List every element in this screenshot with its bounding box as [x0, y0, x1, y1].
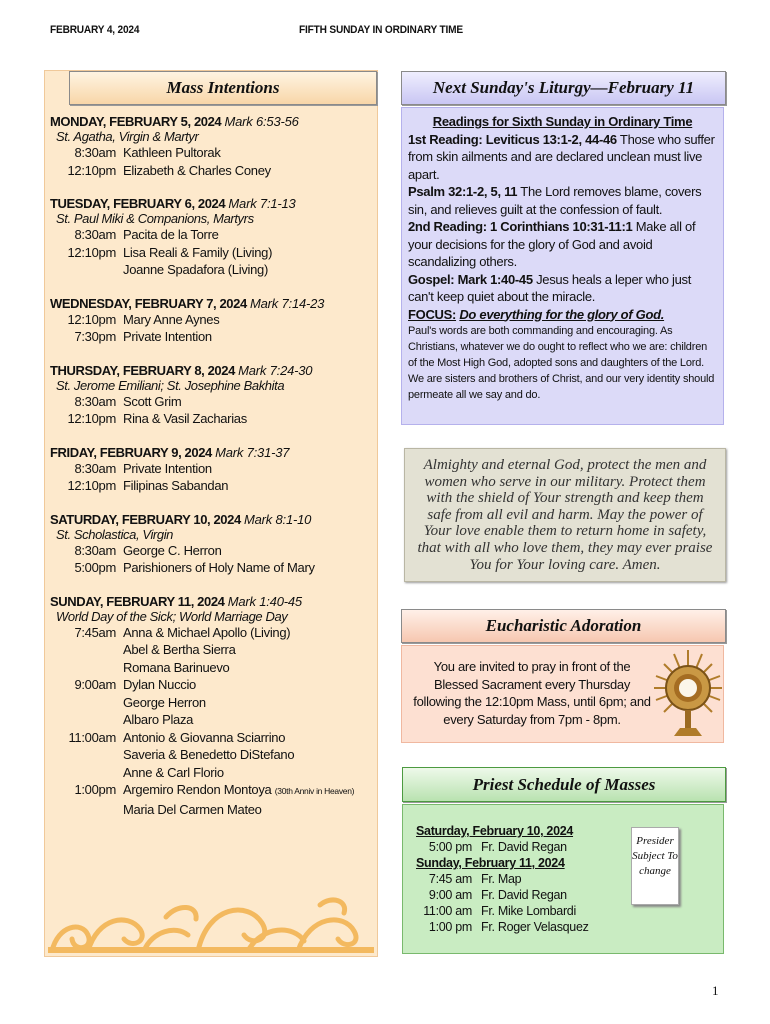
intention-entry [50, 226, 372, 244]
intention-entry [50, 624, 372, 642]
intention-entry [50, 746, 372, 764]
second-reading-label: 2nd Reading: 1 Corinthians 10:31-11:1 [408, 219, 633, 234]
day-feast: St. Agatha, Virgin & Martyr [56, 129, 199, 144]
intention-name: George Herron [123, 694, 206, 710]
intention-day-heading [50, 445, 372, 460]
intention-time: 7:30pm [74, 329, 116, 344]
day-date: WEDNESDAY, FEBRUARY 7, 2024 [50, 295, 247, 311]
intention-name: Mary Anne Aynes [123, 311, 220, 327]
intention-day-heading [50, 594, 372, 609]
schedule-entry [416, 839, 589, 855]
schedule-priest: Fr. David Regan [481, 840, 567, 854]
intention-entry [50, 261, 372, 279]
intention-entry [50, 144, 372, 162]
intention-entry [50, 328, 372, 346]
intention-name: Anna & Michael Apollo (Living) [123, 624, 291, 640]
intention-day [50, 594, 372, 819]
intention-time: 8:30am [74, 460, 116, 476]
intention-time: 12:10pm [67, 311, 116, 327]
intention-time: 9:00am [74, 677, 116, 692]
intention-time [50, 641, 116, 659]
schedule-priest: Fr. Mike Lombardi [481, 904, 576, 918]
intention-day-heading [50, 512, 372, 527]
intention-name: Private Intention [123, 329, 212, 344]
intention-name: Parishioners of Holy Name of Mary [123, 560, 315, 575]
intention-day [50, 363, 372, 428]
military-prayer-box [404, 448, 726, 582]
day-reading-ref: Mark 8:1-10 [244, 511, 312, 527]
schedule-date: Sunday, February 11, 2024 [416, 856, 565, 870]
intention-entry [50, 711, 372, 729]
gospel-label: Gospel: Mark 1:40-45 [408, 271, 533, 287]
intention-time [50, 801, 116, 819]
day-date: SUNDAY, FEBRUARY 11, 2024 [50, 593, 225, 609]
day-reading-ref: Mark 6:53-56 [224, 114, 299, 129]
day-feast: St. Jerome Emiliani; St. Josephine Bakhita [56, 377, 285, 393]
intention-name: Scott Grim [123, 393, 182, 409]
schedule-entry [416, 871, 589, 887]
intention-name: Saveria & Benedetto DiStefano [123, 747, 295, 762]
day-date: SATURDAY, FEBRUARY 10, 2024 [50, 511, 241, 527]
intention-time: 12:10pm [67, 244, 116, 260]
intention-day-heading [50, 296, 372, 311]
intention-name: Filipinas Sabandan [123, 478, 229, 493]
intention-entry [50, 162, 372, 180]
intention-day-heading [50, 196, 372, 211]
intention-name: Abel & Bertha Sierra [123, 642, 236, 657]
intention-time: 8:30am [74, 145, 116, 160]
intention-entry [50, 729, 372, 747]
intention-name: Argemiro Rendon Montoya [123, 782, 272, 797]
intention-day [50, 196, 372, 279]
intention-entry [50, 764, 372, 782]
schedule-time: 9:00 am [428, 888, 472, 902]
schedule-time: 5:00 pm [428, 840, 472, 854]
intention-entry [50, 477, 372, 495]
schedule-priest: Fr. Map [481, 872, 522, 886]
intention-name: Lisa Reali & Family (Living) [123, 244, 273, 260]
day-reading-ref: Mark 7:1-13 [228, 196, 296, 211]
mass-intentions-title: Mass Intentions [69, 71, 377, 105]
intention-name: Romana Barinuevo [123, 659, 230, 675]
intention-entry [50, 801, 372, 819]
intention-name: Joanne Spadafora (Living) [123, 262, 268, 277]
intention-entry [50, 694, 372, 712]
focus-text: Do everything for the glory of God. [459, 306, 665, 322]
intention-time: 11:00am [68, 729, 116, 745]
intention-day [50, 114, 372, 179]
intention-time [50, 261, 116, 279]
intention-time [50, 746, 116, 764]
schedule-priest: Fr. David Regan [481, 888, 567, 902]
intention-day [50, 445, 372, 495]
intention-entry [50, 311, 372, 329]
intention-time: 8:30am [74, 227, 116, 242]
focus-label: FOCUS: [408, 306, 457, 322]
intention-name: Maria Del Carmen Mateo [123, 801, 262, 817]
intention-entry [50, 641, 372, 659]
adoration-panel [401, 645, 724, 743]
gospel-text: Jesus heals a leper who just can't keep quiet about the miracle. [408, 271, 692, 304]
first-reading-text: Those who suffer from skin ailments and are declared unclean must live apart. [408, 131, 715, 182]
monstrance-icon [652, 648, 724, 738]
intention-day [50, 296, 372, 346]
intention-entry [50, 410, 372, 428]
intention-name: Albaro Plaza [123, 712, 194, 727]
intention-time [50, 694, 116, 712]
liturgy-subtitle: Readings for Sixth Sunday in Ordinary Time [432, 114, 693, 129]
first-reading-label: 1st Reading: Leviticus 13:1-2, 44-46 [408, 131, 617, 147]
issue-title: FIFTH SUNDAY IN ORDINARY TIME [299, 24, 463, 36]
intention-name: Anne & Carl Florio [123, 764, 224, 780]
military-prayer-text: Almighty and eternal God, protect the men and women who serve in our military. Protect them with the shield of Your strength and keep them safe from all evil and harm. May the power of Your love enable them to return home in safety, that with all who love them, they may ever praise You for Your loving care. Amen. [417, 457, 713, 573]
intention-time [50, 711, 116, 729]
intention-time: 12:10pm [67, 411, 116, 426]
schedule-time: 7:45 am [428, 872, 472, 886]
psalm-text: The Lord removes blame, covers sin, and relieves guilt at the confession of fault. [408, 184, 702, 217]
schedule-entry [416, 903, 589, 919]
page-number: 1 [712, 983, 719, 998]
schedule-time: 11:00 am [423, 904, 472, 918]
intention-name: Private Intention [123, 460, 212, 476]
adoration-text: You are invited to pray in front of the Blessed Sacrament every Thursday following the 12:10pm Mass, until 6pm; and every Saturday from 7pm - 8pm. [413, 659, 651, 727]
intention-day [50, 512, 372, 577]
intention-time: 5:00pm [74, 560, 116, 575]
day-reading-ref: Mark 7:31-37 [215, 444, 290, 460]
intention-note: (30th Anniv in Heaven) [274, 786, 355, 796]
intention-entry [50, 559, 372, 577]
day-date: FRIDAY, FEBRUARY 9, 2024 [50, 444, 212, 460]
day-date: TUESDAY, FEBRUARY 6, 2024 [50, 196, 226, 211]
intention-time: 7:45am [74, 624, 116, 640]
adoration-title: Eucharistic Adoration [401, 609, 726, 643]
intention-time: 8:30am [74, 393, 116, 409]
intention-time: 8:30am [74, 542, 116, 558]
intention-name: Dylan Nuccio [123, 677, 196, 692]
schedule-entry [416, 887, 589, 903]
intention-entry [50, 676, 372, 694]
day-feast: St. Scholastica, Virgin [56, 526, 174, 542]
intention-time: 12:10pm [67, 478, 116, 493]
day-reading-ref: Mark 7:14-23 [250, 295, 325, 311]
priest-schedule-panel [402, 804, 724, 954]
second-reading-text: Make all of your decisions for the glory of God and avoid scandalizing others. [408, 219, 696, 269]
intention-entry [50, 460, 372, 478]
intention-time [50, 764, 116, 782]
day-reading-ref: Mark 1:40-45 [227, 593, 302, 609]
day-feast: World Day of the Sick; World Marriage Day [56, 608, 288, 624]
intention-time: 1:00pm [74, 782, 116, 797]
intention-name: Elizabeth & Charles Coney [123, 162, 271, 178]
intention-entry [50, 781, 372, 801]
intention-time [50, 659, 116, 677]
day-date: MONDAY, FEBRUARY 5, 2024 [50, 114, 222, 129]
priest-schedule-list [416, 823, 589, 935]
intention-entry [50, 659, 372, 677]
liturgy-reflection: Paul's words are both commanding and encouraging. As Christians, whatever we do ought to reflect who we are: children of the Most High God, adopted sons and daughters of the Lord. We are sisters and brothers of Christ, and our very identity should permeate all we say and do. [408, 325, 715, 401]
liturgy-panel [401, 107, 724, 425]
intention-entry [50, 542, 372, 560]
schedule-priest: Fr. Roger Velasquez [481, 920, 589, 934]
schedule-time: 1:00 pm [428, 920, 472, 934]
schedule-entry [416, 919, 589, 935]
presider-note: Presider Subject To change [631, 827, 679, 905]
intention-name: Kathleen Pultorak [123, 145, 221, 160]
issue-date: FEBRUARY 4, 2024 [50, 24, 140, 36]
day-reading-ref: Mark 7:24-30 [238, 362, 313, 378]
schedule-date: Saturday, February 10, 2024 [416, 824, 574, 838]
priest-schedule-title: Priest Schedule of Masses [402, 767, 726, 802]
intention-day-heading [50, 363, 372, 378]
ornament-decoration [48, 895, 374, 953]
intention-name: Pacita de la Torre [123, 227, 219, 242]
liturgy-title: Next Sunday's Liturgy—February 11 [401, 71, 726, 105]
mass-intentions-list [50, 114, 372, 835]
intention-name: Antonio & Giovanna Sciarrino [123, 729, 286, 745]
psalm-label: Psalm 32:1-2, 5, 11 [408, 184, 518, 199]
intention-day-heading [50, 114, 372, 129]
intention-name: George C. Herron [123, 542, 222, 558]
intention-entry [50, 393, 372, 411]
intention-name: Rina & Vasil Zacharias [123, 411, 247, 426]
day-feast: St. Paul Miki & Companions, Martyrs [56, 211, 254, 226]
intention-time: 12:10pm [67, 162, 116, 178]
intention-entry [50, 244, 372, 262]
day-date: THURSDAY, FEBRUARY 8, 2024 [50, 362, 235, 378]
